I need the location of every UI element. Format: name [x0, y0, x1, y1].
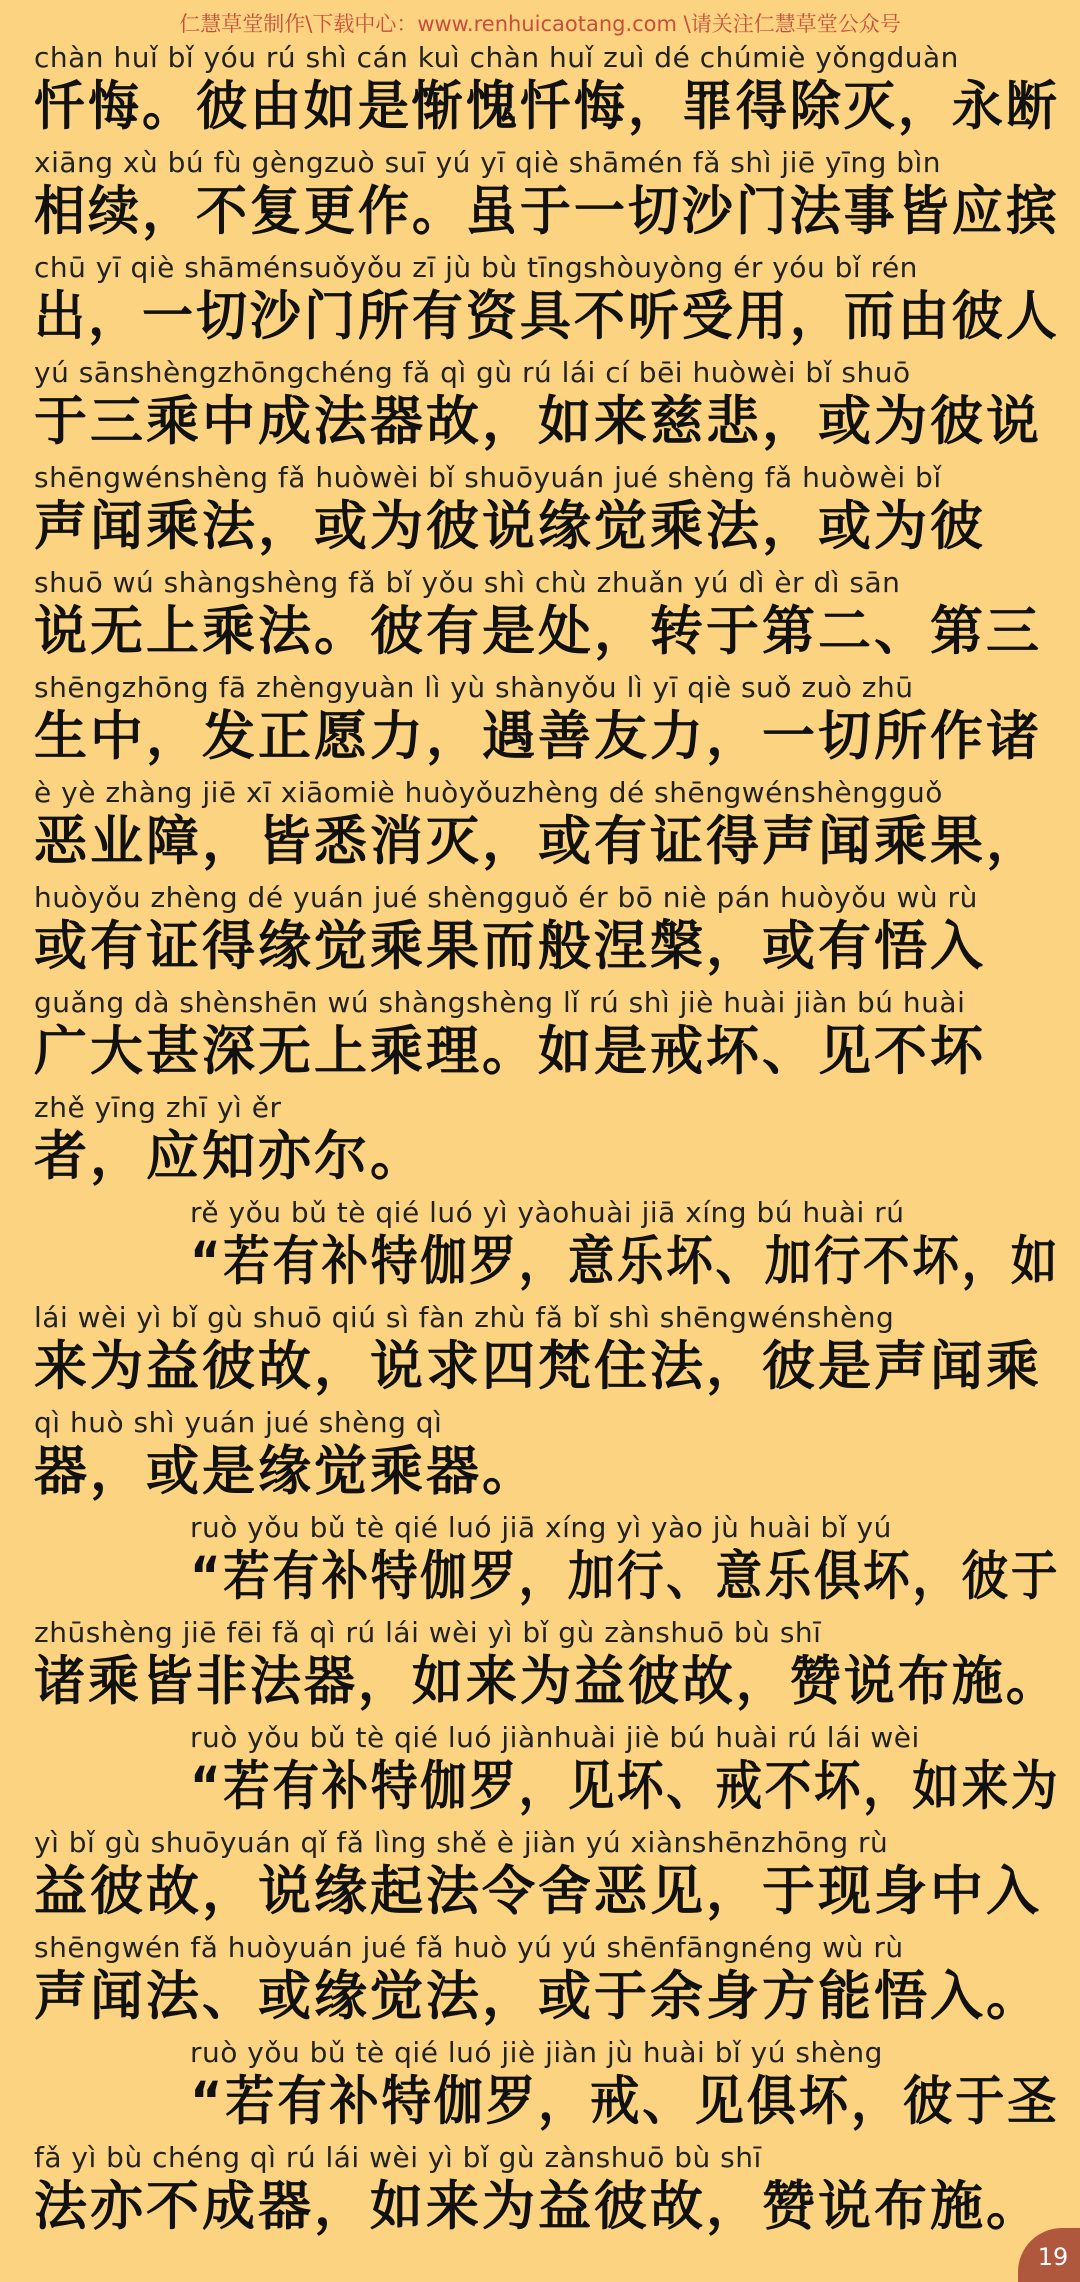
- pinyin-line: fǎ yì bù chéng qì rú lái wèi yì bǐ gù zànshuō bù shī: [34, 2141, 762, 2174]
- chinese-line: 声闻法、或缘觉法，或于余身方能悟入。: [34, 1966, 1042, 2027]
- text-line: [0, 2031, 1080, 2136]
- text-line: [0, 1611, 1080, 1716]
- page-number-badge: 19: [1018, 2228, 1080, 2282]
- chinese-line: 说无上乘法。彼有是处，转于第二、第三: [34, 601, 1042, 662]
- chinese-line: 来为益彼故，说求四梵住法，彼是声闻乘: [34, 1336, 1042, 1397]
- pinyin-line: guǎng dà shènshēn wú shàngshèng lǐ rú shì jiè huài jiàn bú huài: [34, 986, 966, 1019]
- text-line: [0, 141, 1080, 246]
- text-line: [0, 2136, 1080, 2241]
- chinese-line: 者，应知亦尔。: [34, 1126, 426, 1187]
- chinese-line: 生中，发正愿力，遇善友力，一切所作诸: [34, 706, 1042, 767]
- text-line: [0, 1506, 1080, 1611]
- pinyin-line: lái wèi yì bǐ gù shuō qiú sì fàn zhù fǎ bǐ shì shēngwénshèng: [34, 1301, 895, 1334]
- text-line: [0, 876, 1080, 981]
- chinese-line: 相续，不复更作。虽于一切沙门法事皆应摈: [34, 181, 1060, 242]
- text-line: [0, 981, 1080, 1086]
- text-line: [0, 1926, 1080, 2031]
- chinese-line: 诸乘皆非法器，如来为益彼故，赞说布施。: [34, 1651, 1060, 1712]
- pinyin-line: huòyǒu zhèng dé yuán jué shèngguǒ ér bō niè pán huòyǒu wù rù: [34, 881, 978, 914]
- text-line: [0, 1191, 1080, 1296]
- text-line: [0, 561, 1080, 666]
- chinese-line: “若有补特伽罗，见坏、戒不坏，如来为: [190, 1756, 1061, 1817]
- chinese-line: 器，或是缘觉乘器。: [34, 1441, 538, 1502]
- chinese-line: 恶业障，皆悉消灭，或有证得声闻乘果，: [34, 811, 1042, 872]
- pinyin-line: chū yī qiè shāménsuǒyǒu zī jù bù tīngshòuyòng ér yóu bǐ rén: [34, 251, 918, 284]
- chinese-line: 忏悔。彼由如是惭愧忏悔，罪得除灭，永断: [34, 76, 1060, 137]
- pinyin-line: ruò yǒu bǔ tè qié luó jiā xíng yì yào jù huài bǐ yú: [190, 1511, 892, 1544]
- chinese-line: “若有补特伽罗，意乐坏、加行不坏，如: [190, 1231, 1061, 1292]
- chinese-line: “若有补特伽罗，加行、意乐俱坏，彼于: [190, 1546, 1061, 1607]
- text-line: [0, 666, 1080, 771]
- text-line: [0, 246, 1080, 351]
- pinyin-line: shēngzhōng fā zhèngyuàn lì yù shànyǒu lì yī qiè suǒ zuò zhū: [34, 671, 914, 704]
- text-line: [0, 456, 1080, 561]
- pinyin-line: shēngwén fǎ huòyuán jué fǎ huò yú yú shēnfāngnéng wù rù: [34, 1931, 904, 1964]
- chinese-line: “若有补特伽罗，戒、见俱坏，彼于圣: [190, 2071, 1060, 2132]
- pinyin-line: yì bǐ gù shuōyuán qǐ fǎ lìng shě è jiàn yú xiànshēnzhōng rù: [34, 1826, 889, 1859]
- pinyin-line: qì huò shì yuán jué shèng qì: [34, 1406, 443, 1439]
- chinese-line: 广大甚深无上乘理。如是戒坏、见不坏: [34, 1021, 986, 1082]
- pinyin-line: yú sānshèngzhōngchéng fǎ qì gù rú lái cí bēi huòwèi bǐ shuō: [34, 356, 911, 389]
- scripture-text: [0, 36, 1080, 2241]
- text-line: [0, 1401, 1080, 1506]
- chinese-line: 益彼故，说缘起法令舍恶见，于现身中入: [34, 1861, 1042, 1922]
- text-line: [0, 36, 1080, 141]
- chinese-line: 法亦不成器，如来为益彼故，赞说布施。: [34, 2176, 1042, 2237]
- pinyin-line: shuō wú shàngshèng fǎ bǐ yǒu shì chù zhuǎn yú dì èr dì sān: [34, 566, 901, 599]
- pinyin-line: zhūshèng jiē fēi fǎ qì rú lái wèi yì bǐ gù zànshuō bù shī: [34, 1616, 822, 1649]
- text-line: [0, 1296, 1080, 1401]
- chinese-line: 或有证得缘觉乘果而般涅槃，或有悟入: [34, 916, 986, 977]
- pinyin-line: ruò yǒu bǔ tè qié luó jiànhuài jiè bú huài rú lái wèi: [190, 1721, 920, 1754]
- text-line: [0, 771, 1080, 876]
- pinyin-line: è yè zhàng jiē xī xiāomiè huòyǒuzhèng dé shēngwénshèngguǒ: [34, 776, 943, 809]
- publisher-header: 仁慧草堂制作\下载中心：www.renhuicaotang.com \请关注仁慧草堂公众号: [179, 12, 901, 36]
- text-line: [0, 351, 1080, 456]
- pinyin-line: xiāng xù bú fù gèngzuò suī yú yī qiè shāmén fǎ shì jiē yīng bìn: [34, 146, 942, 179]
- text-line: [0, 1086, 1080, 1191]
- chinese-line: 声闻乘法，或为彼说缘觉乘法，或为彼: [34, 496, 986, 557]
- text-line: [0, 1821, 1080, 1926]
- pinyin-line: rě yǒu bǔ tè qié luó yì yàohuài jiā xíng bú huài rú: [190, 1196, 905, 1229]
- chinese-line: 于三乘中成法器故，如来慈悲，或为彼说: [34, 391, 1042, 452]
- pinyin-line: zhě yīng zhī yì ěr: [34, 1091, 282, 1124]
- chinese-line: 出，一切沙门所有资具不听受用，而由彼人: [34, 286, 1060, 347]
- pinyin-line: ruò yǒu bǔ tè qié luó jiè jiàn jù huài bǐ yú shèng: [190, 2036, 883, 2069]
- pinyin-line: shēngwénshèng fǎ huòwèi bǐ shuōyuán jué shèng fǎ huòwèi bǐ: [34, 461, 942, 494]
- text-line: [0, 1716, 1080, 1821]
- pinyin-line: chàn huǐ bǐ yóu rú shì cán kuì chàn huǐ zuì dé chúmiè yǒngduàn: [34, 41, 959, 74]
